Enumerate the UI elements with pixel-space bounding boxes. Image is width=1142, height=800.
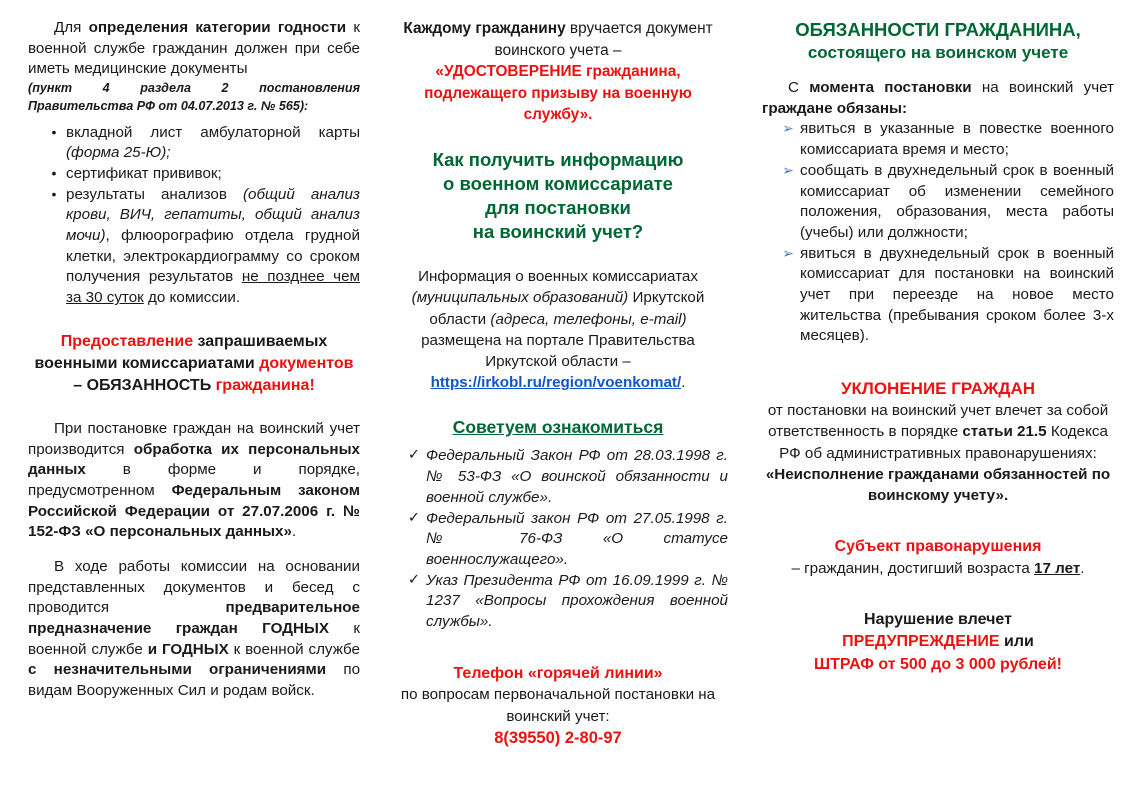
personal-data-t3: . [291,523,297,541]
voenkomat-portal-link[interactable]: https://irkobl.ru/region/voenkomat/ [430,374,682,392]
penalty-fine: ШТРАФ от 500 до 3 000 рублей! [814,655,1062,673]
commission-t3: к военной службе [228,640,361,658]
certificate-bold: Каждому гражданину [403,20,566,37]
subject-t2: . [1080,560,1085,578]
how-to-get-info-heading [388,148,728,244]
personal-data-t1: При постановке граждан на воинский учет производится [28,420,360,458]
bullet-dot-icon: • [51,185,57,202]
analyses-end: до комиссии. [143,289,241,307]
penalty-lead: Нарушение влечет [864,611,1012,629]
duty-text: явиться в указанные в повестке военного комиссариата время и место; [800,120,1114,159]
spacer [762,347,1114,377]
regulation-citation: (пункт 4 раздела 2 постановления Правительства РФ от 04.07.2013 г. № 565): [28,81,360,113]
column-information [372,18,742,790]
subject-t1: – гражданин, достигший возраста [791,560,1035,578]
list-item [762,161,1114,244]
medical-docs-lead: Для [54,19,89,36]
analyses-plain: результаты анализов [66,185,243,203]
lead-b2: граждане обязаны: [762,99,908,117]
spacer [388,394,728,416]
lead-t1: С [788,79,810,97]
medical-docs-bold: определения категории годности [88,19,347,36]
commission-t4: по видам Вооруженных Сил и родам войск. [28,661,361,700]
obligation-seg-2: запрашиваемых военными комиссариатами [34,332,328,372]
commission-t2: к военной службе [28,620,360,658]
spacer [28,397,360,419]
portal-t3: размещена на портале Правительства Иркутской области – [421,331,695,371]
spacer [762,506,1114,536]
portal-info-paragraph [388,266,728,394]
check-icon: ✓ [407,509,421,526]
portal-i1: (муниципальных образований) [411,289,629,307]
obligation-seg-5: гражданина! [215,376,315,394]
law-reference-text: Федеральный Закон РФ от 28.03.1998 г. № 53-ФЗ «О воинской обязанности и военной службе». [426,447,728,506]
personal-data-t2: в форме и порядке, предусмотренном [28,461,360,500]
arrow-icon: ➢ [782,161,794,178]
check-icon: ✓ [407,571,421,588]
list-item [28,164,360,185]
hotline-title: Телефон «горячей линии» [453,664,663,682]
analyses-deadline: не позднее чем за 30 суток [66,268,360,307]
spacer [28,116,360,123]
column-requirements [14,18,372,790]
list-item [28,185,360,309]
spacer [28,309,360,331]
commission-b2: и ГОДНЫХ [147,640,229,658]
heading-line-1: Как получить информацию [432,148,684,170]
obligation-seg-1: Предоставление [60,332,194,350]
obligation-seg-4: – ОБЯЗАННОСТЬ [73,376,216,394]
spacer [388,633,728,663]
list-item-italic: (форма 25-Ю); [66,144,171,162]
duties-heading [762,18,1114,64]
duty-text: явиться в двухнедельный срок в военный комиссариат для постановки на воинский учет при переезде на новое место жительства (пребывания сроком более 3-х месяцев). [800,244,1114,345]
personal-data-b1: обработка их персональных данных [28,440,360,479]
penalty-warning-line [762,631,1114,653]
obligation-seg-3: документов [259,354,354,372]
list-item [388,509,728,571]
evasion-t2: Кодекса РФ об административных правонарушениях: [779,423,1108,462]
portal-t1: Информация о военных комиссариатах [418,268,698,285]
lead-b1: момента постановки [809,79,972,97]
portal-t4: . [681,374,686,392]
certificate-intro [388,18,728,61]
personal-data-paragraph [28,419,360,543]
documents-obligation-heading [28,331,360,397]
bullet-dot-icon: • [51,123,57,140]
portal-t2: Иркутской области [429,289,705,328]
recommended-reading-heading: Советуем ознакомиться [452,416,664,437]
spacer [388,244,728,266]
evasion-title: УКЛОНЕНИЕ ГРАЖДАН [840,378,1036,398]
list-item [28,123,360,164]
spacer [388,126,728,148]
arrow-icon: ➢ [782,244,794,261]
penalty-warning: ПРЕДУПРЕЖДЕНИЕ [842,633,1000,651]
list-item-text [66,123,360,164]
heading-line-2: о военном комиссариате [443,172,673,194]
medical-docs-paragraph [28,18,360,80]
duties-lead-paragraph [762,78,1114,119]
duty-text: сообщать в двухнедельный срок в военный комиссариат об изменении семейного положения, образования, места работы (учебы) или должности; [800,161,1114,241]
evasion-paragraph [762,400,1114,464]
offense-subject-title: Субъект правонарушения [834,538,1042,556]
list-item [762,244,1114,347]
penalty-conjunction: или [999,633,1034,651]
evasion-quote: «Неисполнение гражданами обязанностей по воинскому учету». [765,465,1111,505]
list-item [388,446,728,508]
commission-b3: с незначительными ограничениями [28,661,327,679]
list-item-plain: вкладной лист амбулаторной карты [66,123,360,141]
duties-heading-line-2: состоящего на воинском учете [807,43,1069,63]
law-reference-text: Федеральный закон РФ от 27.05.1998 г. № 76-ФЗ «О статусе военнослужащего». [426,509,728,568]
commission-b1: предварительное предназначение граждан ГОДНЫХ [28,599,360,638]
lead-t2: на воинский учет [971,79,1114,97]
list-item [388,571,728,633]
spacer [762,64,1114,78]
analyses-tail: , флюорографию отдела грудной клетки, электрокардиограмму со сроком получения результатов [66,227,360,286]
spacer [762,579,1114,609]
bullet-dot-icon: • [51,165,57,182]
portal-i2: (адреса, телефоны, e-mail) [490,310,687,328]
certificate-text: вручается документ воинского учета – [494,20,713,59]
commission-t1: В ходе работы комиссии на основании представленных документов и бесед с проводится [28,558,360,617]
column-duties [742,18,1128,790]
heading-line-4: на воинский учет? [472,220,644,242]
spacer [388,439,728,446]
hotline-phone-number[interactable]: 8(39550) 2-80-97 [494,728,622,747]
check-icon: ✓ [407,447,421,464]
list-item [762,119,1114,160]
certificate-name: «УДОСТОВЕРЕНИЕ гражданина, подлежащего призыву на военную службу». [424,63,692,124]
hotline-subtitle: по вопросам первоначальной постановки на воинский учет: [400,686,716,725]
analyses-italic: (общий анализ крови, ВИЧ, гепатиты, общий анализ мочи) [66,185,360,245]
personal-data-law: Федеральным законом Российской Федерации от 27.07.2006 г. № 152-ФЗ «О персональных данных» [28,482,360,541]
offense-subject-text [762,558,1114,579]
evasion-t1: от постановки на воинский учет влечет за собой ответственность в порядке [767,401,1109,441]
law-reference-text: Указ Президента РФ от 16.09.1999 г. № 1237 «Вопросы прохождения военной службы». [426,571,728,630]
heading-line-3: для постановки [485,196,631,218]
list-item-text: сертификат прививок; [66,165,222,183]
commission-paragraph [28,557,360,702]
spacer [28,543,360,557]
subject-age: 17 лет [1034,560,1081,578]
duties-heading-line-1: ОБЯЗАННОСТИ ГРАЖДАНИНА, [795,19,1081,40]
medical-docs-rest: к военной службе гражданин должен при себе иметь медицинские документы [28,19,360,78]
evasion-article: статьи 21.5 [962,423,1047,441]
list-item-text [66,185,360,309]
arrow-icon: ➢ [782,120,794,137]
